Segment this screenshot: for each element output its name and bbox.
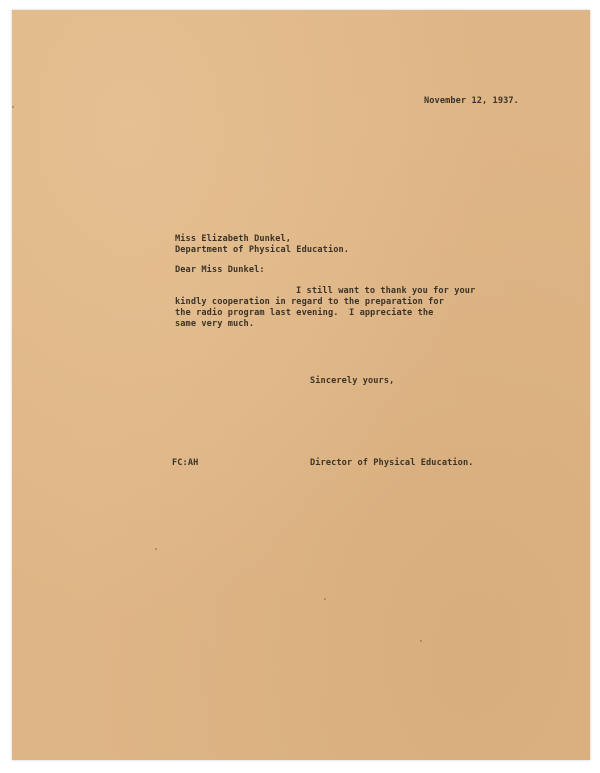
paper-speck — [12, 106, 14, 108]
recipient-department: Department of Physical Education. — [175, 245, 350, 255]
paper-speck — [324, 598, 326, 600]
body-line: kindly cooperation in regard to the preparation for — [175, 297, 444, 307]
closing: Sincerely yours, — [310, 376, 395, 386]
body-line: I still want to thank you for your — [296, 286, 476, 296]
body-line: the radio program last evening. I appreciate the — [175, 308, 434, 318]
letter-date: November 12, 1937. — [424, 96, 519, 106]
paper-speck — [420, 640, 422, 642]
letter-page — [12, 10, 590, 760]
signature-title: Director of Physical Education. — [310, 458, 474, 468]
paper-speck — [155, 548, 157, 550]
salutation: Dear Miss Dunkel: — [175, 265, 265, 275]
body-line: same very much. — [175, 319, 255, 329]
reference-initials: FC:AH — [172, 458, 199, 468]
recipient-name: Miss Elizabeth Dunkel, — [175, 234, 292, 244]
